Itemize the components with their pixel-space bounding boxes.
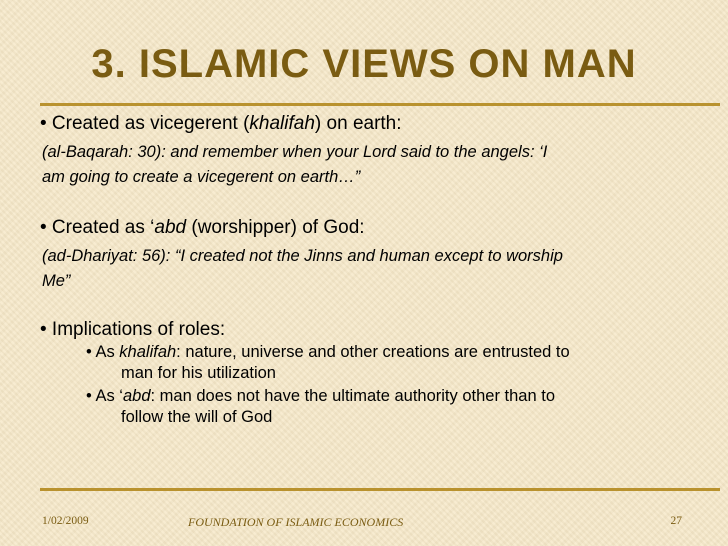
- quote-dhariyat: [42, 244, 712, 294]
- bullet-text: Implications of roles:: [46, 319, 226, 340]
- sub-bullet-abd: [86, 386, 712, 428]
- bullet-emphasis: abd: [154, 217, 187, 238]
- bullet-emphasis: khalifah: [249, 113, 315, 134]
- bullet-marker: •: [40, 319, 47, 340]
- bullet-marker: •: [40, 217, 47, 238]
- bullet-marker: •: [40, 113, 47, 134]
- sub-bullet-text: : nature, universe and other creations are entrusted to: [176, 343, 570, 361]
- slide-body: [40, 112, 712, 428]
- quote-line: (ad-Dhariyat: 56): “I created not the Jinns and human except to worship: [42, 247, 563, 265]
- slide-title: 3. ISLAMIC VIEWS ON MAN: [91, 42, 637, 86]
- page-number: 27: [670, 515, 682, 527]
- sub-bullet-text: As ‘: [91, 387, 123, 405]
- sub-bullet-emphasis: abd: [122, 387, 151, 405]
- bullet-marker: •: [86, 387, 92, 405]
- sub-bullet-khalifah: [86, 342, 712, 384]
- bullet-khalifah: [40, 112, 712, 136]
- sub-bullet-continuation: follow the will of God: [121, 408, 273, 426]
- bullet-text: Created as ‘: [46, 217, 155, 238]
- bullet-text: (worshipper) of God:: [186, 217, 365, 238]
- sub-bullet-text: : man does not have the ultimate authority other than to: [150, 387, 555, 405]
- top-divider: [40, 103, 720, 106]
- bottom-divider: [40, 488, 720, 491]
- bullet-marker: •: [86, 343, 92, 361]
- bullet-text: ) on earth:: [314, 113, 402, 134]
- quote-baqarah: [42, 140, 712, 190]
- sub-bullet-emphasis: khalifah: [119, 343, 177, 361]
- footer-title: FOUNDATION OF ISLAMIC ECONOMICS: [188, 515, 404, 529]
- sub-bullet-continuation: man for his utilization: [121, 364, 276, 382]
- quote-line: Me”: [42, 272, 71, 290]
- bullet-abd: [40, 216, 712, 240]
- quote-line: (al-Baqarah: 30): and remember when your Lord said to the angels: ‘I: [42, 143, 548, 161]
- footer-date: 1/02/2009: [42, 515, 89, 527]
- bullet-implications: [40, 318, 712, 342]
- sub-bullet-text: As: [91, 343, 120, 361]
- quote-line: am going to create a vicegerent on earth…”: [42, 168, 361, 186]
- bullet-text: Created as vicegerent (: [46, 113, 250, 134]
